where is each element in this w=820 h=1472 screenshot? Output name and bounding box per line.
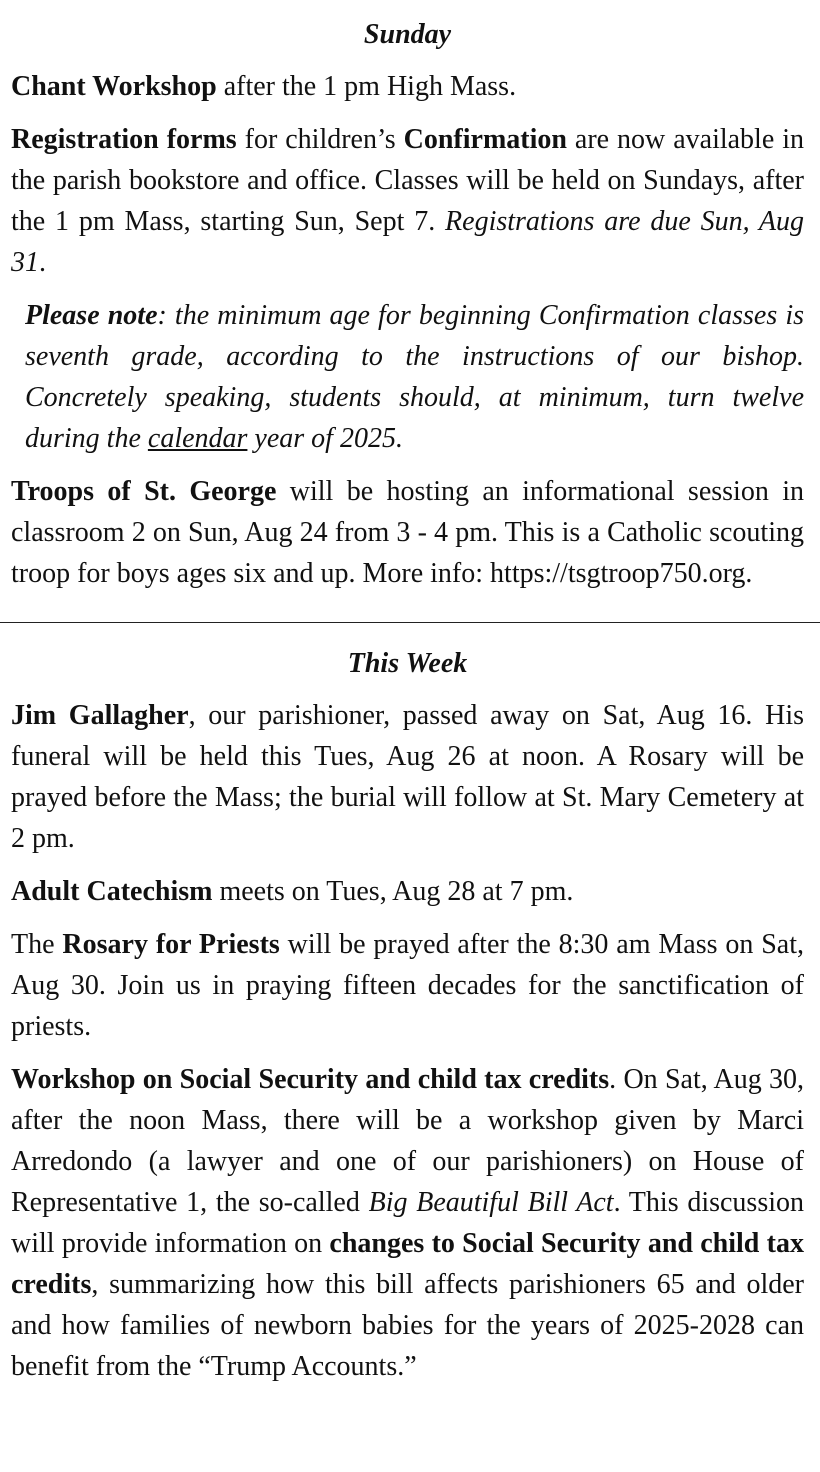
confirmation-age-note: Please note: the minimum age for beginning Confirmation classes is seventh grade, according to the instructions of our bishop. Concretely speaking, students should, at minimum, turn twelve during the calendar year of 2025. (25, 300, 804, 454)
this-week-heading: This Week (347, 648, 468, 679)
troops-notice: Troops of St. George will be hosting an informational session in classroom 2 on Sun, Aug 24 from 3 - 4 pm. This is a Catholic scouting troop for boys ages six and up. More info: https://tsgtroop750.org. (11, 476, 804, 589)
funeral-notice: Jim Gallagher, our parishioner, passed away on Sat, Aug 16. His funeral will be held this Tues, Aug 26 at noon. A Rosary will be prayed before the Mass; the burial will follow at St. Mary Cemetery at 2 pm. (11, 700, 804, 854)
chant-workshop-notice: Chant Workshop after the 1 pm High Mass. (11, 71, 517, 102)
catechism-notice: Adult Catechism meets on Tues, Aug 28 at 7 pm. (11, 876, 574, 907)
chant-workshop-title: Chant Workshop (11, 71, 217, 102)
rosary-notice: The Rosary for Priests will be prayed after the 8:30 am Mass on Sat, Aug 30. Join us in praying fifteen decades for the sanctification of priests. (11, 929, 805, 1042)
sunday-heading: Sunday (363, 19, 452, 50)
workshop-notice: Workshop on Social Security and child tax credits. On Sat, Aug 30, after the noon Mass, there will be a workshop given by Marci Arredondo (a lawyer and one of our parishioners) on House of Representative 1, the so-called Big Beautiful Bill Act. This discussion will provide information on changes to Social Security and child tax credits, summarizing how this bill affects parishioners 65 and older and how families of newborn babies for the years of 2025-2028 can benefit from the “Trump Accounts.” (11, 1064, 804, 1382)
confirmation-registration-notice: Registration forms for children’s Confirmation are now available in the parish bookstore and office. Classes will be held on Sundays, after the 1 pm Mass, starting Sun, Sept 7. Registrations are due Sun, Aug 31. (11, 124, 805, 278)
sunday-section (0, 0, 820, 594)
this-week-section (0, 623, 820, 1387)
